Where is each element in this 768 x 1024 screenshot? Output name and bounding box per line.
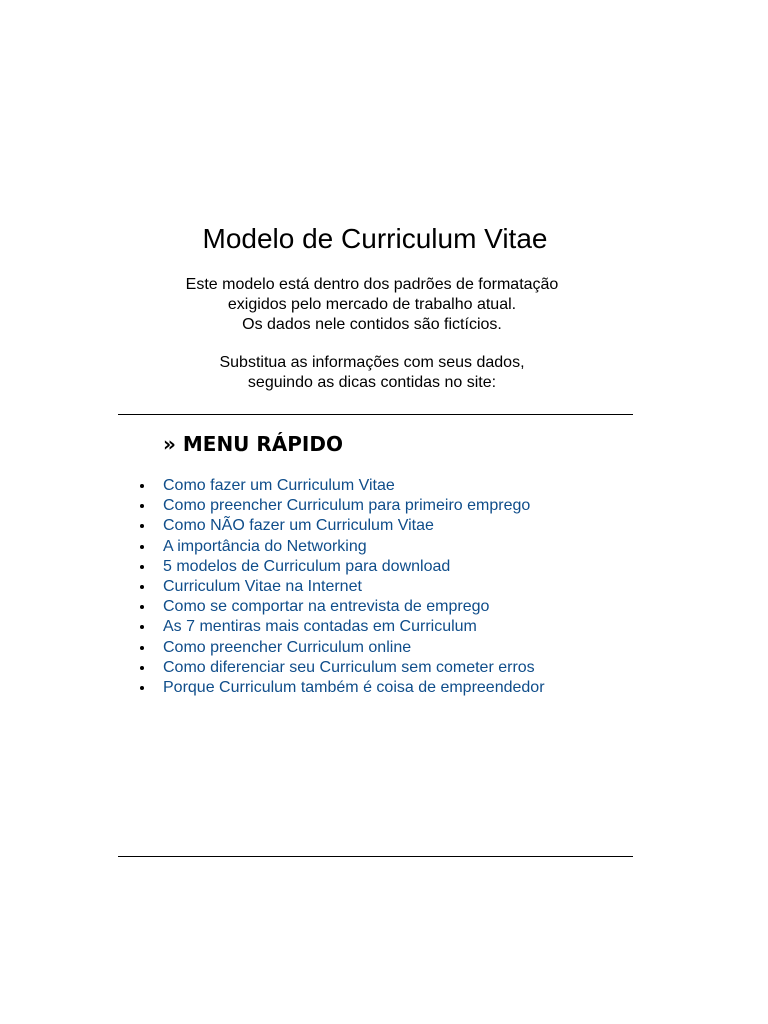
list-item xyxy=(140,557,545,577)
menu-heading: » MENU RÁPIDO xyxy=(163,432,343,456)
bullet-icon xyxy=(140,585,144,589)
intro-line: Este modelo está dentro dos padrões de formatação xyxy=(185,276,559,293)
top-divider xyxy=(118,414,633,415)
bullet-icon xyxy=(140,524,144,528)
intro-line: Os dados nele contidos são fictícios. xyxy=(242,316,502,333)
menu-link[interactable]: Porque Curriculum também é coisa de empreendedor xyxy=(163,678,545,696)
menu-link[interactable]: Como se comportar na entrevista de emprego xyxy=(163,598,490,616)
bullet-icon xyxy=(140,605,144,609)
instruction-line: Substitua as informações com seus dados, xyxy=(219,354,525,371)
menu-link[interactable]: Como NÃO fazer um Curriculum Vitae xyxy=(163,517,434,535)
menu-link[interactable]: Como preencher Curriculum online xyxy=(163,638,412,656)
menu-link[interactable]: As 7 mentiras mais contadas em Curriculum xyxy=(163,618,477,636)
page-title: Modelo de Curriculum Vitae xyxy=(202,223,548,254)
list-item xyxy=(140,476,545,496)
bullet-icon xyxy=(140,666,144,670)
bullet-icon xyxy=(140,646,144,650)
list-item xyxy=(140,597,545,617)
menu-link[interactable]: Curriculum Vitae na Internet xyxy=(163,577,362,595)
list-item xyxy=(140,516,545,536)
instructions-text xyxy=(0,353,744,393)
intro-line: exigidos pelo mercado de trabalho atual. xyxy=(227,296,517,313)
list-item xyxy=(140,617,545,637)
menu-link[interactable]: A importância do Networking xyxy=(163,537,367,555)
bullet-icon xyxy=(140,565,144,569)
bottom-divider xyxy=(118,856,633,857)
bullet-icon xyxy=(140,625,144,629)
menu-link[interactable]: Como preencher Curriculum para primeiro emprego xyxy=(163,497,531,515)
quick-menu-list xyxy=(140,476,545,698)
bullet-icon xyxy=(140,686,144,690)
menu-link[interactable]: 5 modelos de Curriculum para download xyxy=(163,557,451,575)
bullet-icon xyxy=(140,545,144,549)
menu-link[interactable]: Como fazer um Curriculum Vitae xyxy=(163,477,395,494)
bullet-icon xyxy=(140,484,144,488)
list-item xyxy=(140,638,545,658)
intro-text xyxy=(0,275,744,335)
list-item xyxy=(140,577,545,597)
bullet-icon xyxy=(140,504,144,508)
menu-link[interactable]: Como diferenciar seu Curriculum sem cometer erros xyxy=(163,658,535,676)
instruction-line: seguindo as dicas contidas no site: xyxy=(247,374,497,391)
list-item xyxy=(140,678,545,698)
list-item xyxy=(140,658,545,678)
list-item xyxy=(140,537,545,557)
list-item xyxy=(140,496,545,516)
